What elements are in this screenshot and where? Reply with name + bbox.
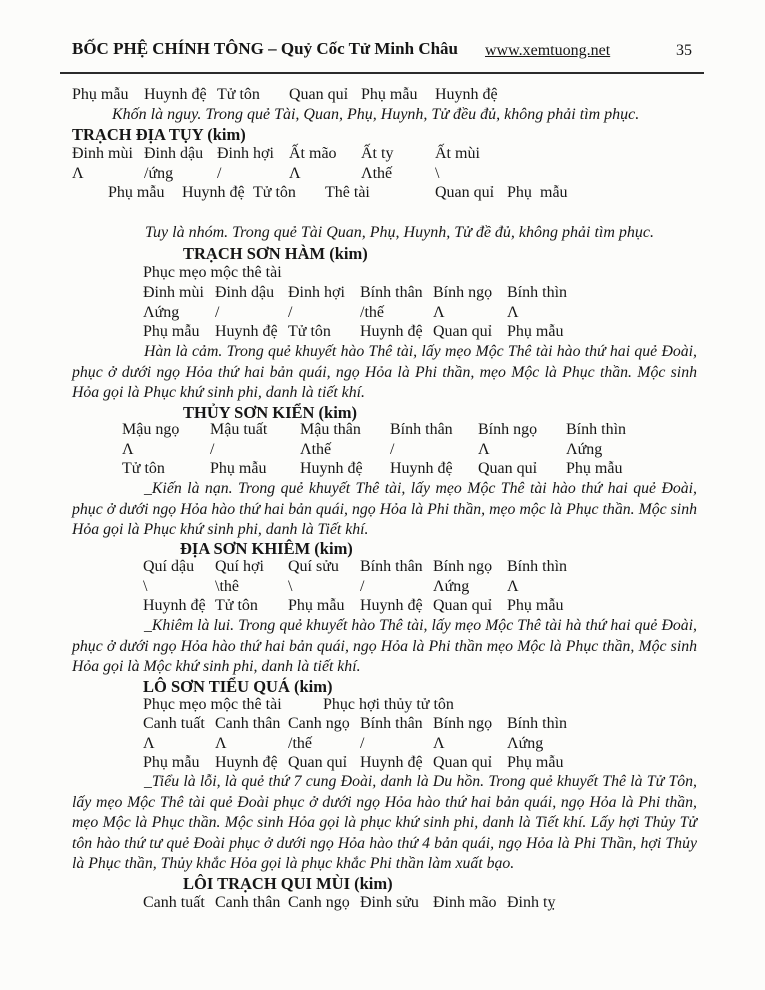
page-number: 35 <box>676 42 692 59</box>
stem-cell: Đinh mùi <box>143 284 204 301</box>
line-mark-cell: Λthế <box>361 165 393 182</box>
stems-row <box>0 558 765 578</box>
relation-cell: Quan quỉ <box>478 460 538 477</box>
stem-cell: Đinh hợi <box>217 145 274 162</box>
stems-row <box>0 284 765 304</box>
stem-cell: Ất mùi <box>435 145 480 162</box>
stem-cell: Bính thân <box>360 715 423 732</box>
line-mark-cell: \ <box>143 578 148 595</box>
relation-cell: Huynh đệ <box>182 184 245 201</box>
hidden-line-note-row <box>0 696 765 716</box>
line-mark-cell: \thê <box>215 578 239 595</box>
stem-cell: Quí dậu <box>143 558 195 575</box>
stem-cell: Canh thân <box>215 715 281 732</box>
line-mark-cell: Λ <box>507 578 519 595</box>
line-mark-cell: Λ <box>433 735 445 752</box>
stem-cell: Mậu thân <box>300 421 361 438</box>
relation-cell: Phụ mẫu <box>108 184 165 201</box>
relation-cell: Phụ mẫu <box>507 597 564 614</box>
relation-cell: Huynh đệ <box>360 754 423 771</box>
commentary-paragraph: _Khiêm là lui. Trong quẻ khuyết hào Thê tài, lấy mẹo Mộc Thê tài hà thứ hai quẻ Đoài, phục ở dưới ngọ Hỏa hào thứ hai bản quái, ngọ Hỏa là Phi thần mẹo Mộc là Phục thần, Mộc sinh Hỏa gọi là Mộc khứ sinh phi, danh là tiết khí. <box>72 617 697 676</box>
stem-cell: Bính ngọ <box>478 421 538 438</box>
hidden-line-note: Phục mẹo mộc thê tài <box>143 696 282 713</box>
stems-row <box>0 894 765 914</box>
stem-cell: Bính thân <box>360 558 423 575</box>
commentary-line: Tuy là nhóm. Trong quẻ Tài Quan, Phụ, Huynh, Tử đề đủ, không phải tìm phục. <box>145 224 655 241</box>
relation-cell: mẫu <box>540 184 568 201</box>
hidden-line-note: Phục hợi thủy tử tôn <box>323 696 454 713</box>
stem-cell: Mậu ngọ <box>122 421 180 438</box>
line-mark-cell: / <box>390 441 395 458</box>
stem-cell: Canh ngọ <box>288 715 350 732</box>
relation-cell: Quan quỉ <box>289 86 349 103</box>
stem-cell: Ất ty <box>361 145 394 162</box>
stem-cell: Bính thân <box>360 284 423 301</box>
line-mark-cell: Λthế <box>300 441 332 458</box>
hexagram-heading: TRẠCH SƠN HÀM (kim) <box>183 244 368 263</box>
hexagram-heading: LÔ SƠN TIỂU QUÁ (kim) <box>143 677 333 696</box>
header-divider <box>60 72 704 74</box>
website-link: www.xemtuong.net <box>485 42 611 59</box>
stem-cell: Bính ngọ <box>433 284 493 301</box>
stem-cell: Canh ngọ <box>288 894 350 911</box>
stem-cell: Canh tuất <box>143 715 205 732</box>
line-mark-cell: / <box>360 578 365 595</box>
relation-cell: Huynh đệ <box>300 460 363 477</box>
stem-cell: Đinh dậu <box>215 284 275 301</box>
relation-cell: Quan quỉ <box>288 754 348 771</box>
relation-cell: Huynh đệ <box>360 323 423 340</box>
line-mark-cell: Λ <box>289 165 301 182</box>
line-mark-cell: \ <box>435 165 440 182</box>
line-mark-cell: Λứng <box>433 578 470 595</box>
relation-cell: Quan quỉ <box>435 184 495 201</box>
relation-cell: Tử tôn <box>217 86 260 103</box>
stem-cell: Bính thân <box>390 421 453 438</box>
relation-cell: Quan quỉ <box>433 754 493 771</box>
stem-cell: Canh tuất <box>143 894 205 911</box>
stems-row <box>0 715 765 735</box>
line-mark-cell: Λứng <box>507 735 544 752</box>
line-marks-row <box>0 165 765 185</box>
line-mark-cell: /ứng <box>144 165 174 182</box>
line-mark-cell: / <box>360 735 365 752</box>
line-mark-cell: Λ <box>122 441 134 458</box>
line-mark-cell: Λ <box>72 165 84 182</box>
hexagram-heading: ĐỊA SƠN KHIÊM (kim) <box>180 539 353 558</box>
page-title: BỐC PHỆ CHÍNH TÔNG – Quỷ Cốc Tử Minh Châu <box>72 39 459 58</box>
line-marks-row <box>0 441 765 461</box>
stem-cell: Quí hợi <box>215 558 264 575</box>
relation-cell: Tử tôn <box>288 323 331 340</box>
stem-cell: Bính thìn <box>507 558 568 575</box>
relation-cell: Phụ mẫu <box>72 86 129 103</box>
relation-cell: Phụ <box>507 184 532 201</box>
relations-row <box>0 597 765 617</box>
hexagram-heading: LÔI TRẠCH QUI MÙI (kim) <box>183 874 393 893</box>
relations-row <box>0 323 765 343</box>
line-mark-cell: / <box>217 165 222 182</box>
relation-cell: Phụ mẫu <box>361 86 418 103</box>
relation-cell: Huynh đệ <box>215 754 278 771</box>
relations-row <box>0 184 765 204</box>
hexagram-heading: THỦY SƠN KIỂN (kim) <box>183 403 358 422</box>
relation-cell: Phụ mẫu <box>507 323 564 340</box>
line-mark-cell: \ <box>288 578 293 595</box>
stem-cell: Bính ngọ <box>433 558 493 575</box>
line-marks-row <box>0 578 765 598</box>
line-mark-cell: / <box>210 441 215 458</box>
relation-cell: Quan quỉ <box>433 323 493 340</box>
stem-cell: Đinh dậu <box>144 145 204 162</box>
line-mark-cell: Λứng <box>566 441 603 458</box>
line-mark-cell: Λứng <box>143 304 180 321</box>
stem-cell: Đinh sửu <box>360 894 419 911</box>
line-mark-cell: / <box>215 304 220 321</box>
stem-cell: Mậu tuất <box>210 421 268 438</box>
line-mark-cell: /thế <box>360 304 384 321</box>
relation-cell: Phụ mẫu <box>288 597 345 614</box>
stem-cell: Đinh mùi <box>72 145 133 162</box>
line-marks-row <box>0 304 765 324</box>
line-mark-cell: Λ <box>143 735 155 752</box>
relation-cell: Tử tôn <box>253 184 296 201</box>
line-mark-cell: Λ <box>478 441 490 458</box>
relation-cell: Huynh đệ <box>390 460 453 477</box>
commentary-paragraph: _Tiểu là lỗi, là quẻ thứ 7 cung Đoài, danh là Du hồn. Trong quẻ khuyết Thê là Tử Tôn, lấy mẹo Mộc Thê tài quẻ Đoài phục ở dưới ngọ Hỏa hào thứ hai bản quái, ngọ Hỏa là Phi thần, mẹo Mộc là Phục thần. Mộc sinh Hỏa gọi là phục khứ sinh phi, danh là Tiết khí. Lấy hợi Thủy Tử tôn hào thứ tư quẻ Đoài phục ở dưới ngọ Hỏa hào thứ 4 bản quái, ngọ Hỏa là Phi Thần, hợi Thủy là Phục thần, Thủy khắc Hỏa gọi là phục khắc Phi thần làm xuất bạo. <box>72 773 697 873</box>
line-mark-cell: /thế <box>288 735 312 752</box>
stem-cell: Bính ngọ <box>433 715 493 732</box>
relation-cell: Phụ mẫu <box>210 460 267 477</box>
relation-cell: Huynh đệ <box>143 597 206 614</box>
relation-cell: Huynh đệ <box>360 597 423 614</box>
stem-cell: Ất mão <box>289 145 337 162</box>
stem-cell: Bính thìn <box>507 284 568 301</box>
relation-cell: Huynh đệ <box>144 86 207 103</box>
stem-cell: Bính thìn <box>507 715 568 732</box>
relations-row <box>0 86 765 106</box>
commentary-paragraph: Hàn là cảm. Trong quẻ khuyết hào Thê tài, lấy mẹo Mộc Thê tài hào thứ hai quẻ Đoài, phục ở dưới ngọ Hỏa thứ hai bản quái, ngọ Hỏa là Phi thần, mẹo Mộc là Phục thần. Mộc sinh Hỏa gọi là Phục khứ sinh phi, danh là tiết khí. <box>72 343 697 402</box>
stem-cell: Bính thìn <box>566 421 627 438</box>
stem-cell: Đinh hợi <box>288 284 345 301</box>
relation-cell: Phụ mẫu <box>507 754 564 771</box>
commentary-paragraph: _Kiến là nạn. Trong quẻ khuyết Thê tài, lấy mẹo Mộc Thê tài hào thứ hai quẻ Đoài, phục ở dưới ngọ Hỏa hào thứ hai bản quái, ngọ Hỏa là Phi thần, mẹo mộc là Phục thần. Mộc sinh Hỏa gọi là Phục khứ sinh phi, danh là Tiết khí. <box>72 480 697 539</box>
stem-cell: Quí sửu <box>288 558 339 575</box>
relation-cell: Tử tôn <box>215 597 258 614</box>
commentary-line: Khốn là nguy. Trong quẻ Tài, Quan, Phụ, Huynh, Tử đều đủ, không phải tìm phục. <box>112 106 640 123</box>
relation-cell: Huynh đệ <box>215 323 278 340</box>
relation-cell: Huynh đệ <box>435 86 498 103</box>
line-mark-cell: / <box>288 304 293 321</box>
stems-row <box>0 421 765 441</box>
line-mark-cell: Λ <box>215 735 227 752</box>
relation-cell: Thê tài <box>325 184 370 201</box>
relations-row <box>0 460 765 480</box>
relation-cell: Tử tôn <box>122 460 165 477</box>
line-mark-cell: Λ <box>507 304 519 321</box>
stem-cell: Canh thân <box>215 894 281 911</box>
hexagram-heading: TRẠCH ĐỊA TỤY (kim) <box>72 125 246 144</box>
line-marks-row <box>0 735 765 755</box>
relation-cell: Phụ mẫu <box>143 323 200 340</box>
stem-cell: Đinh tỵ <box>507 894 556 911</box>
stems-row <box>0 145 765 165</box>
relation-cell: Quan quỉ <box>433 597 493 614</box>
hidden-line-note: Phục mẹo mộc thê tài <box>143 264 282 281</box>
relations-row <box>0 754 765 774</box>
line-mark-cell: Λ <box>433 304 445 321</box>
stem-cell: Đinh mão <box>433 894 497 911</box>
relation-cell: Phụ mẫu <box>566 460 623 477</box>
relation-cell: Phụ mẫu <box>143 754 200 771</box>
